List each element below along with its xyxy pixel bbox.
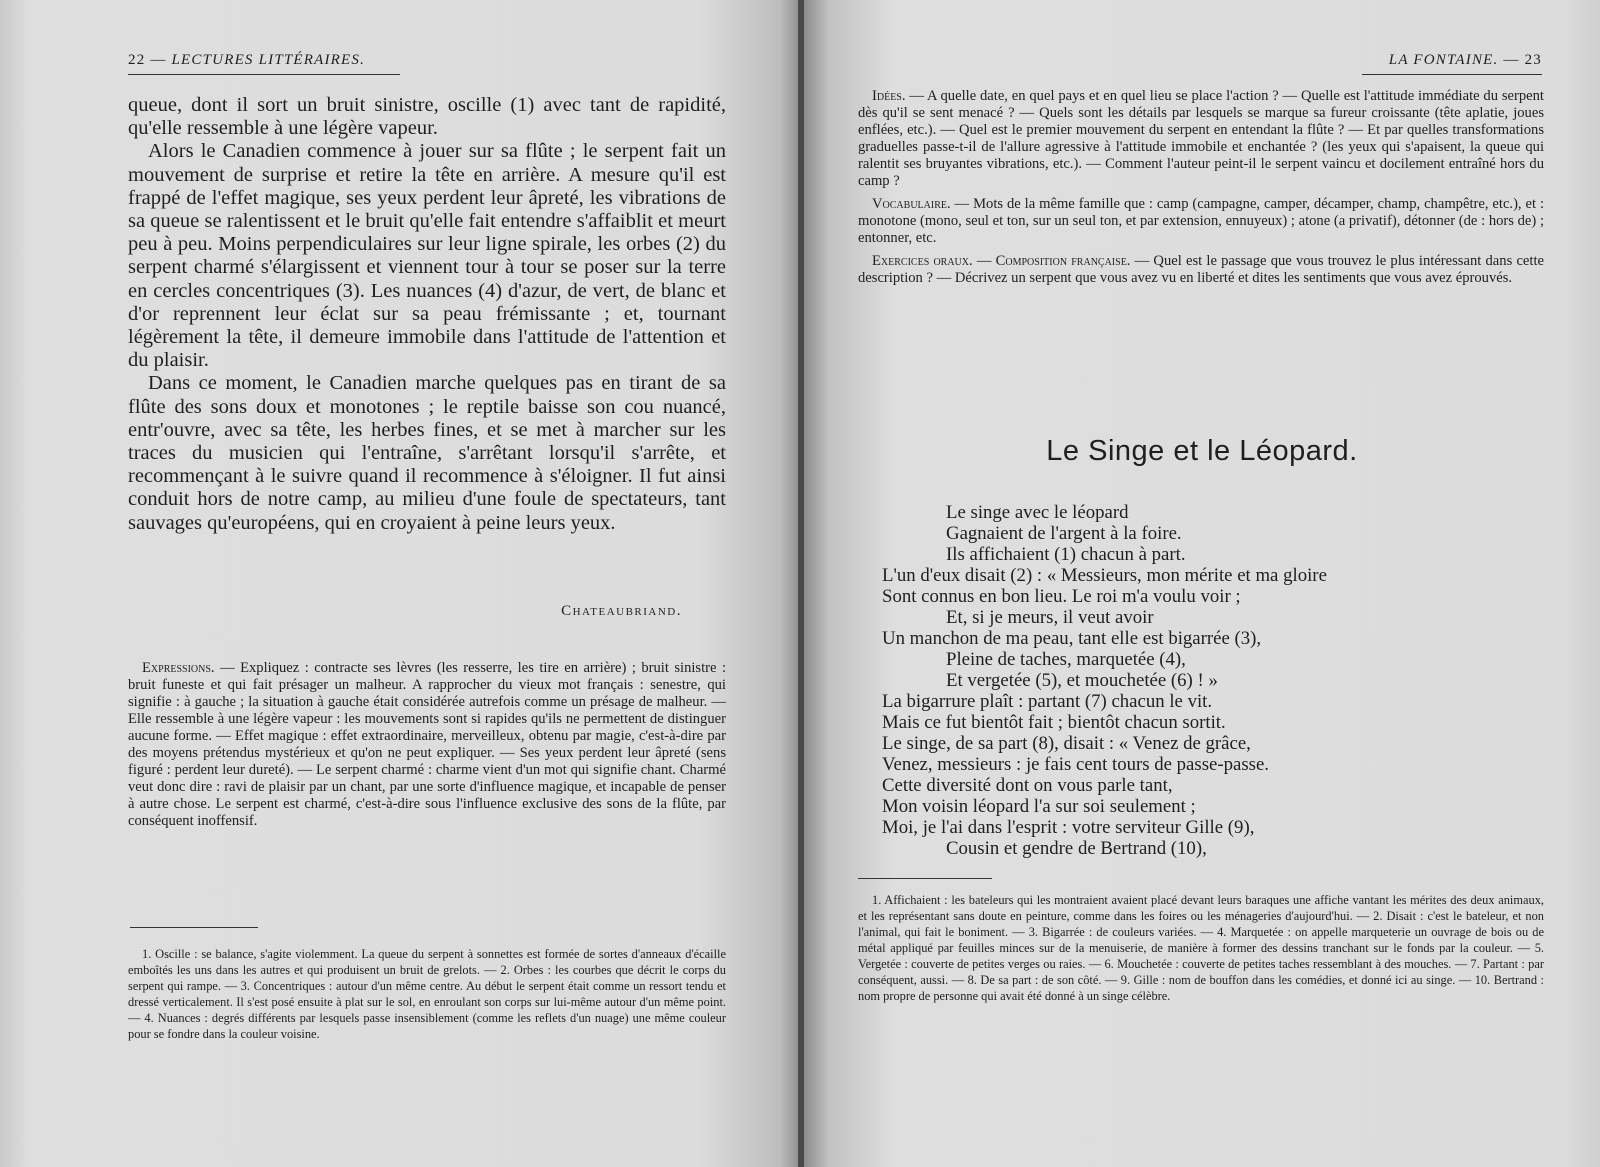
header-rule — [1362, 74, 1542, 75]
poem-line: Ils affichaient (1) chacun à part. — [946, 544, 1186, 565]
vocabulaire-label: Vocabulaire. — [872, 196, 951, 212]
study-questions — [858, 88, 1544, 293]
expressions-label: Expressions. — [142, 660, 215, 676]
header-separator: — — [1498, 52, 1525, 68]
poem-line: Et, si je meurs, il veut avoir — [946, 607, 1154, 628]
poem-line: Le singe, de sa part (8), disait : « Venez de grâce, — [882, 733, 1251, 754]
exercices-block: Exercices oraux. — Composition française. — Quel est le passage que vous trouvez le plus intéressant dans cette description ? — Décrivez un serpent que vous avez vu en liberté et dites les sentiments que vous avez éprouvés. — [858, 253, 1544, 286]
poem-line: Un manchon de ma peau, tant elle est bigarrée (3), — [882, 628, 1262, 649]
poem-line: Moi, je l'ai dans l'esprit : votre serviteur Gille (9), — [882, 817, 1255, 838]
idees-text: — A quelle date, en quel pays et en quel lieu se place l'action ? — Quelle est l'attitude immédiate du serpent dès qu'il se sent menacé ? — Quels sont les détails par lesquels se marque sa fureur croissante (tête aplatie, joues enflées, etc.). — Quel est le premier mouvement du serpent en entendant la flûte ? — Et par quelles transformations graduelles passe-t-il de l'allure agressive à l'attitude immobile et enchantée ? (les yeux qui s'apaisent, la queue qui ralentit ses bruyantes vibrations, etc.). — Comment l'auteur peint-il le serpent vaincu et docilement entraîné hors du camp ? — [858, 88, 1544, 189]
footnote-text: 1. Affichaient : les bateleurs qui les montraient avaient placé devant leurs baraques une affiche vantant les mérites des deux animaux, et les représentant sans doute en peinture, comme dans les foires ou les ménageries d'aujourd'hui. — 2. Disait : c'est le bateleur, et non l'animal, qui fait le boniment. — 3. Bigarrée : de couleurs variées. — 4. Marquetée : on appelle marqueterie un ouvrage de bois ou de métal appliqué par feuilles minces sur de la menuiserie, de manière à former des dessins tranchant sur le fonds par la couleur. — 5. Vergetée : couverte de petites verges ou raies. — 6. Mouchetée : couverte de petites taches ressemblant à des mouches. — 7. Partant : par conséquent, aussi. — 8. De sa part : de son côté. — 9. Gille : nom de bouffon dans les comédies, et donné ici au singe. — 10. Bertrand : nom propre de personne qui avait été donné à un singe célèbre. — [858, 893, 1544, 1003]
prose-text — [128, 94, 726, 535]
paragraph: Alors le Canadien commence à jouer sur sa flûte ; le serpent fait un mouvement de surprise et retire la tête en arrière. A mesure qu'il est frappé de l'effet magique, ses yeux perdent leur âpreté, les vibrations de sa queue se ralentissent et le bruit qu'elle fait entendre s'affaiblit et meurt peu à peu. Moins perpendiculaires sur leur ligne spirale, les orbes (2) du serpent charmé s'élargissent et viennent tour à tour se poser sur la terre en cercles concentriques (3). Les nuances (4) d'azur, de vert, de blanc et d'or reprennent leur éclat sur sa peau frémissante ; et, tournant légèrement la tête, il demeure immobile dans l'attitude de l'attention et du plaisir. — [128, 140, 726, 372]
poem-title: Le Singe et le Léopard. — [1046, 435, 1358, 467]
header-rule — [128, 74, 400, 75]
idees-block — [858, 88, 1544, 190]
exercices-text: — Quel est le passage que vous trouvez le plus intéressant dans cette description ? — Décrivez un serpent que vous avez vu en liberté et dites les sentiments que vous avez éprouvés. — [858, 253, 1544, 286]
vocabulaire-block — [858, 196, 1544, 247]
footnotes — [858, 892, 1544, 1004]
composition-label: Composition française. — [995, 253, 1131, 269]
poem-line: Le singe avec le léopard — [946, 502, 1129, 523]
left-page-header — [128, 52, 365, 69]
poem-line: Pleine de taches, marquetée (4), — [946, 649, 1186, 670]
expressions-notes — [128, 660, 726, 836]
footnote-text: 1. Oscille : se balance, s'agite violemment. La queue du serpent à sonnettes est formée de sortes d'anneaux d'écaille emboîtés les uns dans les autres et qui produisent un bruit de grelots. — 2. Orbes : les courbes que décrit le corps du serpent qui rampe. — 3. Concentriques : autour d'un même centre. Au début le serpent était comme un ressort tendu et dressé verticalement. Il s'est posé ensuite à plat sur le sol, en enroulant son corps sur lui-même autour d'un même point. — 4. Nuances : degrés différents par lesquels passe insensiblement (comme les reflets d'un nuage) une même couleur pour se fondre dans la couleur voisine. — [128, 947, 726, 1041]
poem-line: Gagnaient de l'argent à la foire. — [946, 523, 1182, 544]
right-page-header — [1389, 52, 1542, 69]
expressions-text: — Expliquez : contracte ses lèvres (les resserre, les tire en arrière) ; bruit sinistre : bruit funeste et qui fait présager un malheur. A rapprocher du vieux mot français : senestre, qui signifie : à gauche ; la situation à gauche était considérée autrefois comme un présage de malheur. — Elle ressemble à une légère vapeur : les mouvements sont si rapides qu'ils ne permettent de distinguer aucune forme. — Effet magique : effet extraordinaire, merveilleux, obtenu par magie, c'est-à-dire par des moyens prétendus mystérieux et qu'on ne peut expliquer. — Ses yeux perdent leur âpreté (sens figuré : perdent leur dureté). — Le serpent charmé : charme vient d'un mot qui signifie chant. Charmé veut donc dire : ravi de plaisir par un chant, par une sorte d'influence magique, et incapable de penser à autre chose. Le serpent est charmé, c'est-à-dire sous l'influence exclusive des sons de la flûte, par conséquent inoffensif. — [128, 660, 726, 829]
paragraph: Dans ce moment, le Canadien marche quelques pas en tirant de sa flûte des sons doux et monotones ; le reptile baisse son cou nuancé, entr'ouvre, avec sa tête, les herbes fines, et se met à marcher sur les traces du musicien qui l'entraîne, s'arrêtant lorsqu'il s'arrête, et recommençant à le suivre quand il recommence à s'éloigner. Il fut ainsi conduit hors de notre camp, au milieu d'une foule de spectateurs, tant sauvages qu'européens, qui en croyaient à peine leurs yeux. — [128, 372, 726, 534]
author-signature: Chateaubriand. — [561, 603, 682, 619]
poem-line: Mon voisin léopard l'a sur soi seulement ; — [882, 796, 1196, 817]
page-number: 23 — [1524, 52, 1542, 68]
poem-line: Venez, messieurs : je fais cent tours de passe-passe. — [882, 754, 1269, 775]
poem-line: Et vergetée (5), et mouchetée (6) ! » — [946, 670, 1218, 691]
poem-line: L'un d'eux disait (2) : « Messieurs, mon mérite et ma gloire — [882, 565, 1327, 586]
exercices-label: Exercices oraux. — [872, 253, 973, 269]
header-separator: — — [145, 52, 172, 68]
idees-label: Idées. — [872, 88, 906, 104]
footnote-rule — [130, 927, 258, 928]
poem-line: Cousin et gendre de Bertrand (10), — [946, 838, 1207, 859]
vocabulaire-text: — Mots de la même famille que : camp (campagne, camper, décamper, champ, champêtre, etc.), et : monotone (mono, seul et ton, sur un seul ton, et par extension, ennuyeux) ; atone (a privatif), détonner (de : hors de) ; entonner, etc. — [858, 196, 1544, 246]
poem-line: Mais ce fut bientôt fait ; bientôt chacun sortit. — [882, 712, 1226, 733]
footnote-rule — [858, 878, 992, 879]
right-page — [804, 0, 1600, 1167]
paragraph: queue, dont il sort un bruit sinistre, oscille (1) avec tant de rapidité, qu'elle ressemble à une légère vapeur. — [128, 94, 726, 140]
page-number: 22 — [128, 52, 146, 68]
running-title: LECTURES LITTÉRAIRES. — [171, 52, 366, 68]
footnotes — [128, 946, 726, 1042]
poem-line: Sont connus en bon lieu. Le roi m'a voulu voir ; — [882, 586, 1241, 607]
running-title: LA FONTAINE. — [1388, 52, 1499, 68]
poem-line: Cette diversité dont on vous parle tant, — [882, 775, 1173, 796]
poem-verses — [882, 502, 1522, 859]
poem-line: La bigarrure plaît : partant (7) chacun le vit. — [882, 691, 1213, 712]
